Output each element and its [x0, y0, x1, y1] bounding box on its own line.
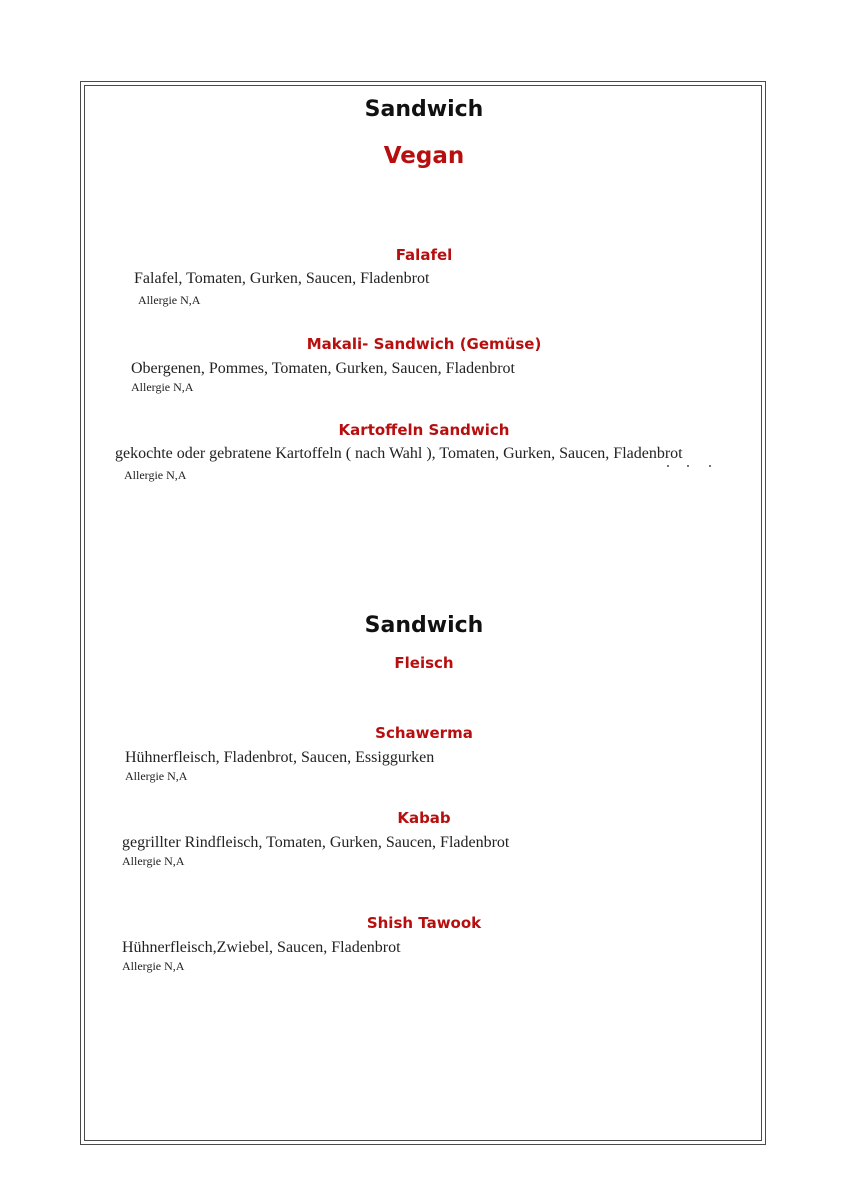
section-subtitle-vegan: Vegan: [383, 143, 465, 169]
item-allergy-shish-tawook: Allergie N,A: [122, 959, 185, 973]
section-title-fleisch: Sandwich: [364, 613, 484, 638]
item-description-schawerma: Hühnerfleisch, Fladenbrot, Saucen, Essiggurken: [125, 749, 435, 766]
section-subtitle-fleisch: Fleisch: [394, 654, 454, 672]
section-title-vegan: Sandwich: [364, 97, 484, 122]
item-allergy-kabab: Allergie N,A: [122, 854, 185, 868]
item-title-makali-sandwich: Makali- Sandwich (Gemüse): [306, 335, 542, 353]
item-description-kabab: gegrillter Rindfleisch, Tomaten, Gurken, Saucen, Fladenbrot: [122, 834, 510, 851]
item-title-kabab: Kabab: [397, 809, 451, 827]
item-description-shish-tawook: Hühnerfleisch,Zwiebel, Saucen, Fladenbrot: [122, 939, 401, 956]
scan-artifact: [665, 465, 713, 469]
item-title-shish-tawook: Shish Tawook: [366, 914, 482, 932]
item-description-makali-sandwich: Obergenen, Pommes, Tomaten, Gurken, Saucen, Fladenbrot: [131, 360, 515, 377]
item-title-kartoffeln-sandwich: Kartoffeln Sandwich: [338, 421, 510, 439]
item-allergy-kartoffeln-sandwich: Allergie N,A: [124, 468, 187, 482]
item-allergy-schawerma: Allergie N,A: [125, 769, 188, 783]
item-title-schawerma: Schawerma: [375, 724, 473, 742]
item-title-falafel: Falafel: [395, 246, 453, 264]
item-description-kartoffeln-sandwich: gekochte oder gebratene Kartoffeln ( nach Wahl ), Tomaten, Gurken, Saucen, Fladenbrot: [115, 445, 683, 462]
item-allergy-makali-sandwich: Allergie N,A: [131, 380, 194, 394]
item-description-falafel: Falafel, Tomaten, Gurken, Saucen, Fladenbrot: [134, 270, 430, 287]
item-allergy-falafel: Allergie N,A: [138, 293, 201, 307]
